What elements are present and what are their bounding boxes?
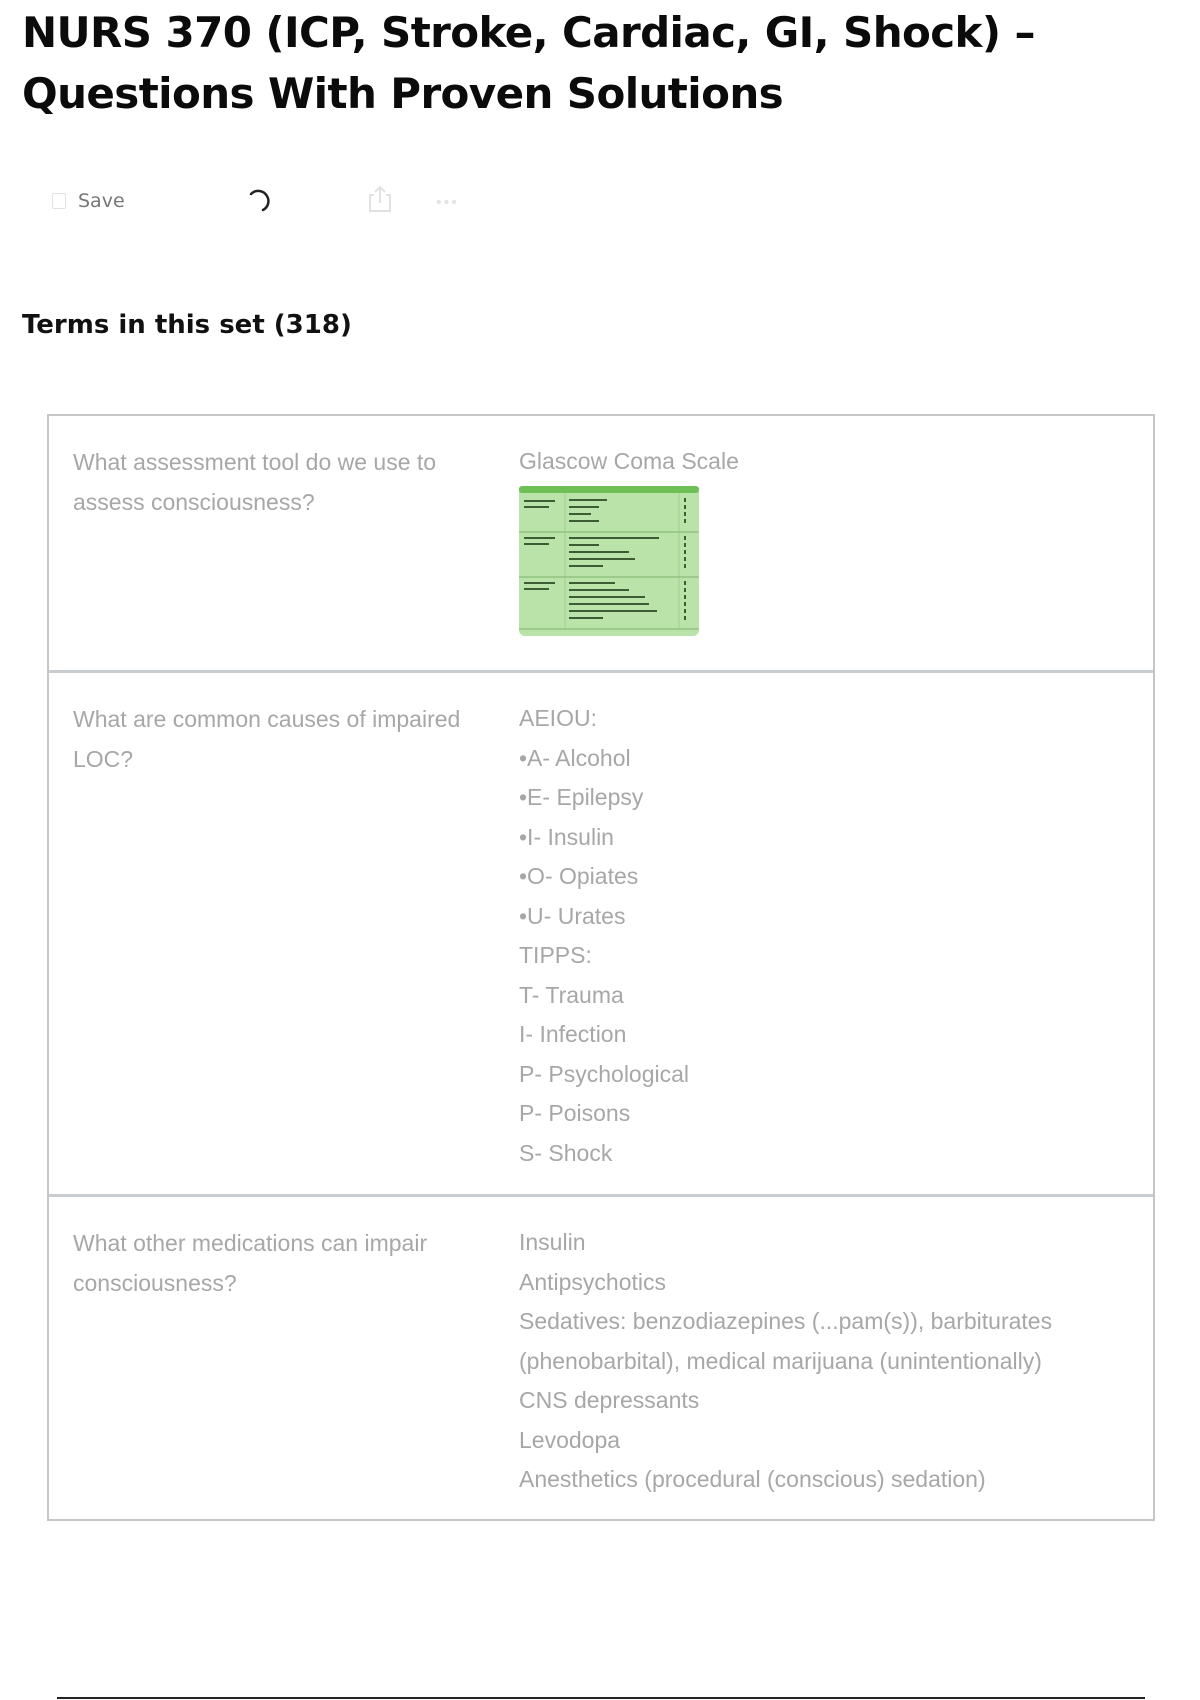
answer-line: •E- Epilepsy (519, 784, 644, 810)
term-question: What are common causes of impaired LOC? (73, 706, 461, 772)
term-answer (519, 1197, 1153, 1519)
term-answer (519, 416, 1153, 670)
loading-spinner-icon (245, 186, 273, 219)
term-card[interactable] (49, 1194, 1153, 1519)
term-card[interactable] (49, 416, 1153, 670)
more-options-icon[interactable]: ••• (436, 194, 459, 211)
terms-list (47, 414, 1155, 1521)
bottom-divider (57, 1697, 1145, 1699)
share-icon[interactable] (366, 184, 394, 219)
answer-line: Anesthetics (procedural (conscious) sedation) (519, 1466, 986, 1492)
save-button[interactable] (52, 190, 125, 212)
term-answer (519, 673, 1153, 1194)
answer-line: Antipsychotics (519, 1268, 667, 1295)
answer-line: I- Infection (519, 1021, 627, 1047)
answer-line: Insulin (519, 1229, 586, 1255)
answer-line: •A- Alcohol (519, 744, 631, 771)
answer-line: P- Psychological (519, 1060, 690, 1087)
answer-line: P- Poisons (519, 1100, 631, 1126)
answer-line: Sedatives: benzodiazepines (...pam(s)), barbiturates (519, 1308, 1053, 1334)
answer-line: •O- Opiates (519, 863, 639, 889)
answer-line: TIPPS: (519, 942, 592, 968)
glasgow-coma-scale-image (519, 486, 699, 636)
answer-line: AEIOU: (519, 705, 597, 731)
answer-line: •U- Urates (519, 902, 626, 929)
save-label: Save (78, 190, 125, 212)
answer-line: Glascow Coma Scale (519, 448, 739, 474)
term-card[interactable] (49, 670, 1153, 1194)
toolbar (52, 190, 552, 224)
answer-line: S- Shock (519, 1139, 613, 1166)
terms-heading: Terms in this set (318) (22, 310, 352, 340)
answer-line: •I- Insulin (519, 823, 614, 850)
term-question: What assessment tool do we use to assess consciousness? (73, 449, 437, 515)
page-title: NURS 370 (ICP, Stroke, Cardiac, GI, Shock) – Questions With Proven Solutions (22, 8, 1035, 118)
answer-line: CNS depressants (519, 1387, 700, 1413)
answer-line: (phenobarbital), medical marijuana (unintentionally) (519, 1347, 1042, 1374)
answer-line: Levodopa (519, 1426, 621, 1453)
checkbox-icon (52, 193, 66, 209)
answer-line: T- Trauma (519, 981, 624, 1008)
term-question: What other medications can impair consciousness? (73, 1230, 428, 1296)
